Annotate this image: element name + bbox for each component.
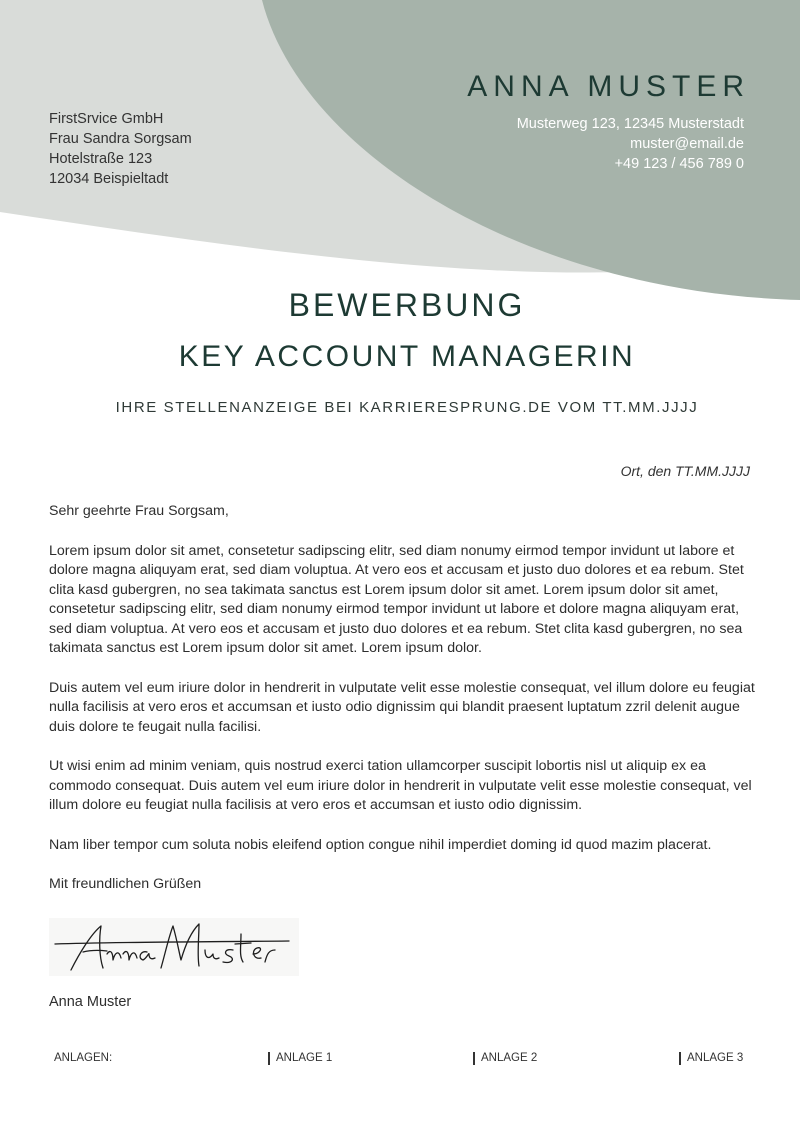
paragraph: Ut wisi enim ad minim veniam, quis nostrud exerci tation ullamcorper suscipit lobortis nisl ut aliquip ex ea commodo consequat. Duis autem vel eum iriure dolor in hendrerit in vulputate velit esse molestie consequat, vel illum dolore eu feugiat nulla facilisis at vero eros et accumsan et iusto odio dignissim.: [49, 758, 752, 813]
sender-address: Musterweg 123, 12345 Musterstadt: [516, 116, 744, 132]
letter-title: BEWERBUNG: [288, 287, 526, 323]
sender-email: muster@email.de: [630, 136, 744, 152]
attachments-label: ANLAGEN:: [54, 1052, 113, 1064]
place-date: Ort, den TT.MM.JJJJ: [620, 463, 750, 479]
sender-name: ANNA MUSTER: [467, 70, 750, 103]
handwritten-signature: [49, 918, 299, 976]
attachment-item: ANLAGE 3: [679, 1052, 743, 1065]
recipient-company: FirstSrvice GmbH: [49, 111, 164, 127]
attachments-row: [54, 1052, 746, 1070]
sender-phone: +49 123 / 456 789 0: [614, 156, 744, 172]
paragraph: Duis autem vel eum iriure dolor in hendrerit in vulputate velit esse molestie consequat, vel illum dolore eu feugiat nulla facilisis at vero eros et accumsan et iusto odio dignissim qui blandit praesent luptatum zzril delenit augue duis dolore te feugait nulla facilisi.: [49, 679, 755, 735]
sender-contact: [517, 114, 744, 174]
salutation: Sehr geehrte Frau Sorgsam,: [49, 503, 229, 519]
attachment-item: ANLAGE 1: [268, 1052, 332, 1065]
position-title: KEY ACCOUNT MANAGERIN: [178, 340, 636, 373]
letter-body: [49, 502, 755, 915]
recipient-city: 12034 Beispieltadt: [49, 171, 169, 187]
recipient-street: Hotelstraße 123: [49, 151, 153, 167]
closing: Mit freundlichen Grüßen: [49, 876, 202, 892]
recipient-address: [49, 109, 192, 189]
recipient-person: Frau Sandra Sorgsam: [49, 131, 192, 147]
signer-name: Anna Muster: [49, 994, 132, 1010]
paragraph: Nam liber tempor cum soluta nobis eleifend option congue nihil imperdiet doming id quod mazim placerat.: [49, 836, 712, 853]
job-ad-reference: IHRE STELLENANZEIGE BEI KARRIERESPRUNG.DE VOM TT.MM.JJJJ: [115, 399, 699, 416]
attachment-item: ANLAGE 2: [473, 1052, 537, 1065]
paragraph: Lorem ipsum dolor sit amet, consetetur sadipscing elitr, sed diam nonumy eirmod tempor invidunt ut labore et dolore magna aliquyam erat, sed diam voluptua. At vero eos et accusam et justo duo dolores et ea rebum. Stet clita kasd gubergren, no sea takimata sanctus est Lorem ipsum dolor sit amet. Lorem ipsum dolor sit amet, consetetur sadipscing elitr, sed diam nonumy eirmod tempor invidunt ut labore et dolore magna aliquyam erat, sed diam voluptua. At vero eos et accusam et justo duo dolores et ea rebum. Stet clita kasd gubergren, no sea takimata sanctus est Lorem ipsum dolor sit amet. Lorem ipsum dolor.: [49, 542, 744, 656]
